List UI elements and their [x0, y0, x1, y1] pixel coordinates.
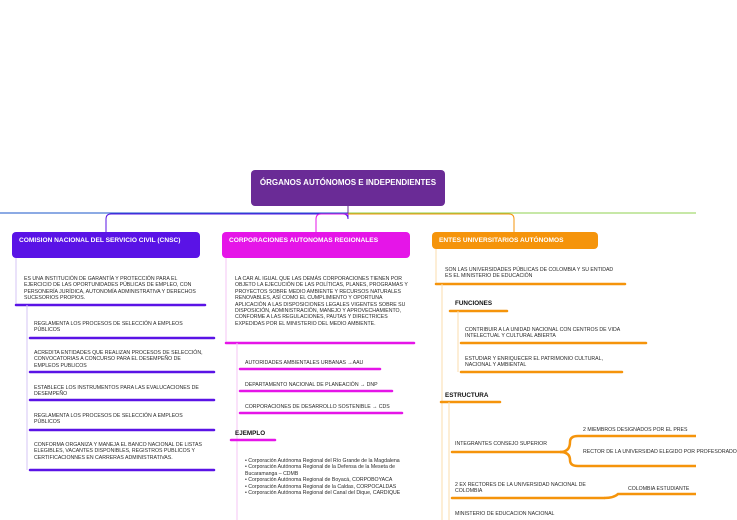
branch-cnsc[interactable]: COMISION NACIONAL DEL SERVICIO CIVIL (CNSC) — [12, 232, 200, 258]
funcion-item[interactable]: CONTRIBUIR A LA UNIDAD NACIONAL CON CENTROS DE VIDA INTELECTUAL Y CULTURAL ABIERTA — [465, 327, 620, 340]
branch-car[interactable]: CORPORACIONES AUTONOMAS REGIONALES — [222, 232, 410, 258]
car-example[interactable]: • Corporación Autónoma Regional del Río Grande de la Magdalena — [245, 458, 400, 464]
car-item[interactable]: AUTORIDADES AMBIENTALES URBANAS →AAU — [245, 360, 364, 366]
cnsc-item[interactable]: REGLAMENTA LOS PROCESOS DE SELECCIÓN A EMPLEOS PÚBLICOS — [34, 413, 183, 426]
connector-ente — [348, 214, 514, 232]
car-example-label[interactable]: EJEMPLO — [235, 430, 266, 437]
car-example[interactable]: • Corporación Autónoma Regional del Canal del Dique, CARDIQUE — [245, 490, 401, 497]
car-example[interactable]: • Corporación Autónoma Regional de Boyacá, CORPOBOYACA — [245, 477, 393, 484]
car-example[interactable]: • Corporación Autónoma Regional de la Caldas, CORPOCALDAS — [245, 483, 397, 490]
car-examples-list — [245, 458, 410, 496]
root-title[interactable]: ÓRGANOS AUTÓNOMOS E INDEPENDIENTES — [251, 170, 445, 206]
car-item[interactable]: CORPORACIONES DE DESARROLLO SOSTENIBLE → CDS — [245, 404, 390, 410]
cnsc-item[interactable]: ESTABLECE LOS INSTRUMENTOS PARA LAS EVALUCACIONES DE DESEMPEÑO — [34, 385, 199, 398]
estructura-label[interactable]: ESTRUCTURA — [445, 392, 489, 399]
cnsc-description[interactable]: ES UNA INSTITUCIÓN DE GARANTÍA Y PROTECCIÓN PARA EL EJERCICIO DE LAS OPORTUNIDADES PÚBLICAS DE EMPLEO, CON PERSONERÍA JURÍDICA, AUTONOMÍA ADMINISTRATIVA Y DERECHOS SUCESORIOS PROPIOS. — [24, 276, 196, 302]
consejo-item[interactable]: 2 MIEMBROS DESIGNADOS POR EL PRES — [583, 427, 688, 433]
estudiante[interactable]: COLOMBIA ESTUDIANTE — [628, 486, 690, 492]
consejo-superior[interactable]: INTEGRANTES CONSEJO SUPERIOR — [455, 441, 547, 447]
funcion-item[interactable]: ESTUDIAR Y ENRIQUECER EL PATRIMONIO CULTURAL, NACIONAL Y AMBIENTAL — [465, 356, 603, 369]
car-example[interactable]: • Corporación Autónoma Regional de la Defensa de la Meseta de Bucaramanga – CDMB — [245, 464, 396, 477]
connector-cnsc — [106, 213, 348, 232]
car-description[interactable]: LA CAR AL IGUAL QUE LAS DEMÁS CORPORACIONES TIENEN POR OBJETO LA EJECUCIÓN DE LAS POLÍTICAS, PLANES, PROGRAMAS Y PROYECTOS SOBRE MEDIO AMBIENTE Y RECURSOS NATURALES RENOVABLES, ASÍ COMO EL CUMPLIMIENTO Y OPORTUNA APLICACIÓN A LAS DISPOSICIONES LEGALES VIGENTES SOBRE SU DISPOSICIÓN, ADMINISTRACIÓN, MANEJO Y APROVECHAMIENTO, CONFORME A LAS REGULACIONES, PAUTAS Y DIRECTRICES EXPEDIDAS POR EL MINISTERIO DEL MEDIO AMBIENTE. — [235, 276, 408, 327]
cnsc-item[interactable]: ACREDITA ENTIDADES QUE REALIZAN PROCESOS DE SELECCIÓN, CONVOCATORIAS A CONCURSO PARA EL DESEMPEÑO DE EMPLEOS PUBLICOS — [34, 350, 203, 369]
ex-rectores[interactable]: 2 EX RECTORES DE LA UNIVERSIDAD NACIONAL DE COLOMBIA — [455, 482, 586, 495]
cnsc-item[interactable]: CONFORMA ORGANIZA Y MANEJA EL BANCO NACIONAL DE LISTAS ELEGIBLES, VACANTES DISPONIBLES, REGISTROS PUBLICOS Y CERTIFICACIONNES EN CARRERAS ADMINISTRATIVAS. — [34, 442, 202, 461]
ente-description[interactable]: SON LAS UNIVERSIDADES PÚBLICAS DE COLOMBIA Y SU ENTIDAD ES EL MINISTERIO DE EDUCACIÓN — [445, 267, 614, 280]
cnsc-item[interactable]: REGLAMENTA LOS PROCESOS DE SELECCIÓN A EMPLEOS PÚBLICOS — [34, 321, 183, 334]
ministerio[interactable]: MINISTERIO DE EDUCACION NACIONAL — [455, 511, 555, 517]
consejo-item[interactable]: RECTOR DE LA UNIVERSIDAD ELEGIDO POR PROFESORADO — [583, 449, 737, 455]
funciones-label[interactable]: FUNCIONES — [455, 300, 493, 307]
branch-ente[interactable]: ENTES UNIVERSITARIOS AUTÓNOMOS — [432, 232, 598, 249]
connector-car — [316, 214, 348, 232]
car-item[interactable]: DEPARTAMENTO NACIONAL DE PLANEACIÓN → DNP — [245, 382, 378, 388]
